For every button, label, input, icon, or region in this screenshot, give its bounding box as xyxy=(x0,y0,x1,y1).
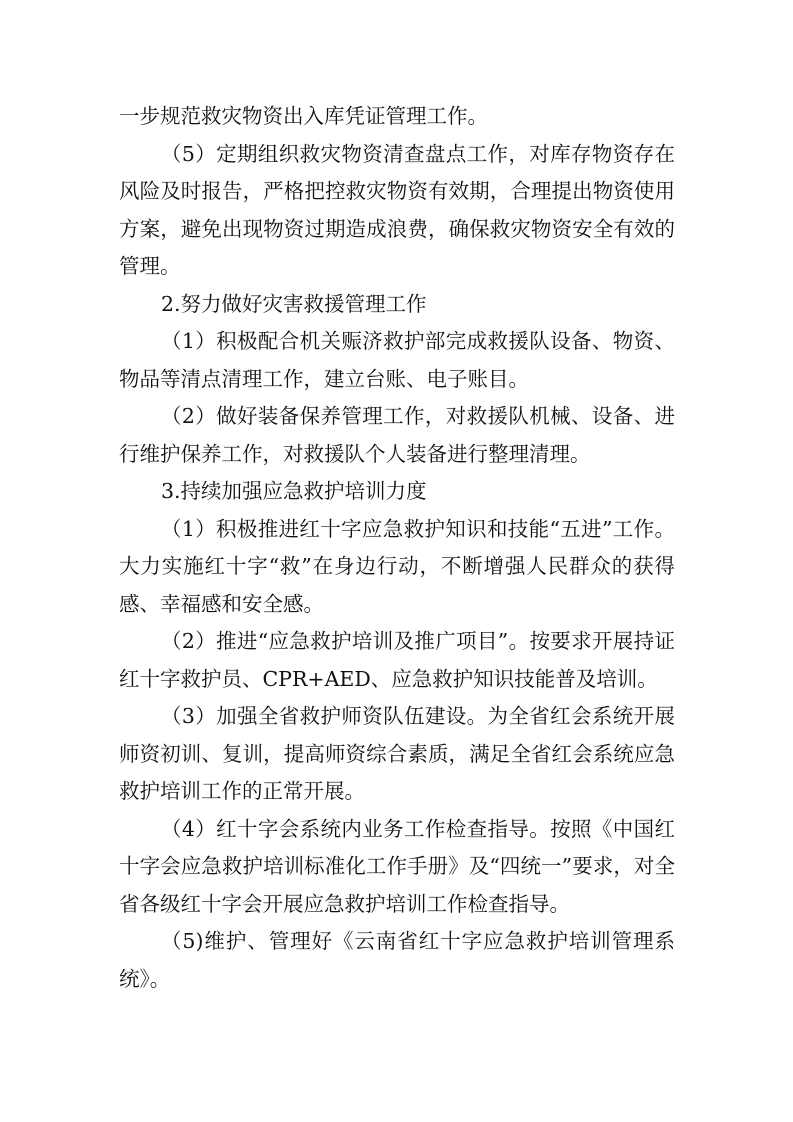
paragraph-item-2-maintenance: （2）做好装备保养管理工作，对救援队机械、设备、进行维护保养工作，对救援队个人装备进行整理清理。 xyxy=(119,404,675,466)
paragraph-item-3-instructors: （3）加强全省救护师资队伍建设。为全省红会系统开展师资初训、复训，提高师资综合素质，满足全省红会系统应急救护培训工作的正常开展。 xyxy=(119,704,675,803)
paragraph-item-4-inspection: （4）红十字会系统内业务工作检查指导。按照《中国红十字会应急救护培训标准化工作手册》及“四统一”要求，对全省各级红十字会开展应急救护培训工作检查指导。 xyxy=(119,816,675,916)
section-heading-2: 2.努力做好灾害救援管理工作 xyxy=(161,291,427,316)
paragraph-item-5-system: （5)维护、管理好《云南省红十字应急救护培训管理系统》。 xyxy=(119,929,675,991)
paragraph-item-5-inventory: （5）定期组织救灾物资清查盘点工作，对库存物资存在风险及时报告，严格把控救灾物资有效期，合理提出物资使用方案，避免出现物资过期造成浪费，确保救灾物资安全有效的管理。 xyxy=(119,141,675,278)
paragraph-item-1-five-entries: （1）积极推进红十字应急救护知识和技能“五进”工作。大力实施红十字“救”在身边行动，不断增强人民群众的获得感、幸福感和安全感。 xyxy=(119,516,675,616)
document-body xyxy=(119,98,675,998)
paragraph-continuation: 一步规范救灾物资出入库凭证管理工作。 xyxy=(119,104,488,128)
section-heading-3: 3.持续加强应急救护培训力度 xyxy=(161,479,427,503)
paragraph-item-1-equipment: （1）积极配合机关赈济救护部完成救援队设备、物资、物品等清点清理工作，建立台账、电子账目。 xyxy=(119,329,675,391)
paragraph-item-2-training-project: （2）推进“应急救护培训及推广项目”。按要求开展持证红十字救护员、CPR+AED、应急救护知识技能普及培训。 xyxy=(119,629,675,691)
